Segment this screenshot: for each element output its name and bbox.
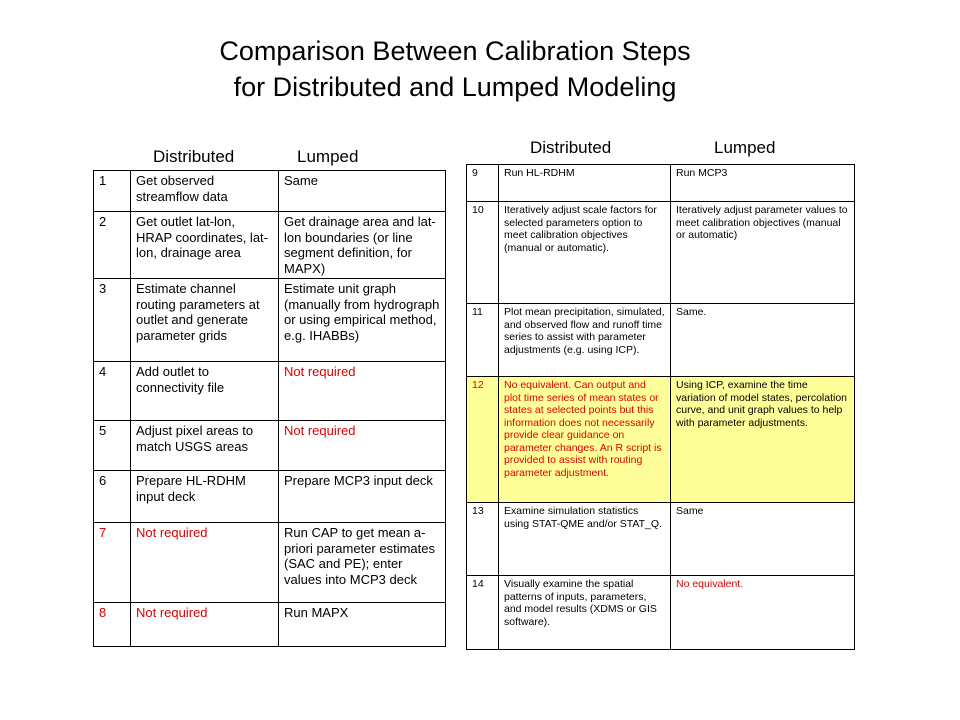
lumped-cell: Run CAP to get mean a-priori parameter estimates (SAC and PE); enter values into MCP3 deck — [279, 523, 446, 603]
left-header-lumped: Lumped — [297, 147, 359, 166]
table-row — [467, 503, 855, 576]
table-row — [94, 279, 446, 362]
lumped-cell: Not required — [279, 421, 446, 471]
step-number: 4 — [94, 362, 131, 421]
lumped-cell: Same. — [671, 304, 855, 377]
distributed-cell: Prepare HL-RDHM input deck — [131, 471, 279, 523]
distributed-cell: Plot mean precipitation, simulated, and observed flow and runoff time series to assist with parameter adjustments (e.g. using ICP). — [499, 304, 671, 377]
lumped-cell: Not required — [279, 362, 446, 421]
step-number: 12 — [467, 377, 499, 503]
table-row — [467, 576, 855, 650]
page-title-line1: Comparison Between Calibration Steps — [219, 36, 691, 66]
table-row — [94, 421, 446, 471]
step-number: 8 — [94, 603, 131, 647]
left-header-distributed: Distributed — [153, 147, 235, 166]
table-row — [94, 171, 446, 212]
lumped-cell: Get drainage area and lat-lon boundaries (or line segment definition, for MAPX) — [279, 212, 446, 279]
step-number: 10 — [467, 202, 499, 304]
table-row — [94, 603, 446, 647]
table-row — [467, 304, 855, 377]
distributed-cell: Not required — [131, 603, 279, 647]
page-title-line2: for Distributed and Lumped Modeling — [233, 72, 677, 102]
distributed-cell: Not required — [131, 523, 279, 603]
step-number: 9 — [467, 165, 499, 202]
lumped-cell: Same — [279, 171, 446, 212]
distributed-cell: Adjust pixel areas to match USGS areas — [131, 421, 279, 471]
table-row-highlighted — [467, 377, 855, 503]
right-header-distributed: Distributed — [530, 138, 612, 157]
distributed-cell: No equivalent. Can output and plot time series of mean states or states at selected points but this information does not necessarily provide clear guidance on parameter changes. An R script is provided to assist with routing parameter adjustment. — [499, 377, 671, 503]
distributed-cell: Get outlet lat-lon, HRAP coordinates, lat-lon, drainage area — [131, 212, 279, 279]
table-row — [94, 362, 446, 421]
table-row — [94, 523, 446, 603]
table-row — [94, 471, 446, 523]
step-number: 14 — [467, 576, 499, 650]
distributed-cell: Add outlet to connectivity file — [131, 362, 279, 421]
right-header-lumped: Lumped — [714, 138, 776, 157]
step-number: 6 — [94, 471, 131, 523]
distributed-cell: Examine simulation statistics using STAT-QME and/or STAT_Q. — [499, 503, 671, 576]
distributed-cell: Run HL-RDHM — [499, 165, 671, 202]
step-number: 3 — [94, 279, 131, 362]
table-row — [94, 212, 446, 279]
lumped-cell: Run MCP3 — [671, 165, 855, 202]
distributed-cell: Visually examine the spatial patterns of inputs, parameters, and model results (XDMS or GIS software). — [499, 576, 671, 650]
left-steps-table — [93, 170, 446, 647]
step-number: 7 — [94, 523, 131, 603]
lumped-cell: Iteratively adjust parameter values to meet calibration objectives (manual or automatic) — [671, 202, 855, 304]
step-number: 2 — [94, 212, 131, 279]
lumped-cell: Same — [671, 503, 855, 576]
lumped-cell: Using ICP, examine the time variation of model states, percolation curve, and unit graph values to help with parameter adjustments. — [671, 377, 855, 503]
distributed-cell: Get observed streamflow data — [131, 171, 279, 212]
distributed-cell: Estimate channel routing parameters at outlet and generate parameter grids — [131, 279, 279, 362]
lumped-cell: Estimate unit graph (manually from hydrograph or using empirical method, e.g. IHABBs) — [279, 279, 446, 362]
lumped-cell: No equivalent. — [671, 576, 855, 650]
lumped-cell: Prepare MCP3 input deck — [279, 471, 446, 523]
distributed-cell: Iteratively adjust scale factors for selected parameters option to meet calibration objectives (manual or automatic). — [499, 202, 671, 304]
step-number: 11 — [467, 304, 499, 377]
table-row — [467, 165, 855, 202]
table-row — [467, 202, 855, 304]
lumped-cell: Run MAPX — [279, 603, 446, 647]
step-number: 5 — [94, 421, 131, 471]
right-steps-table — [466, 164, 855, 650]
step-number: 1 — [94, 171, 131, 212]
step-number: 13 — [467, 503, 499, 576]
